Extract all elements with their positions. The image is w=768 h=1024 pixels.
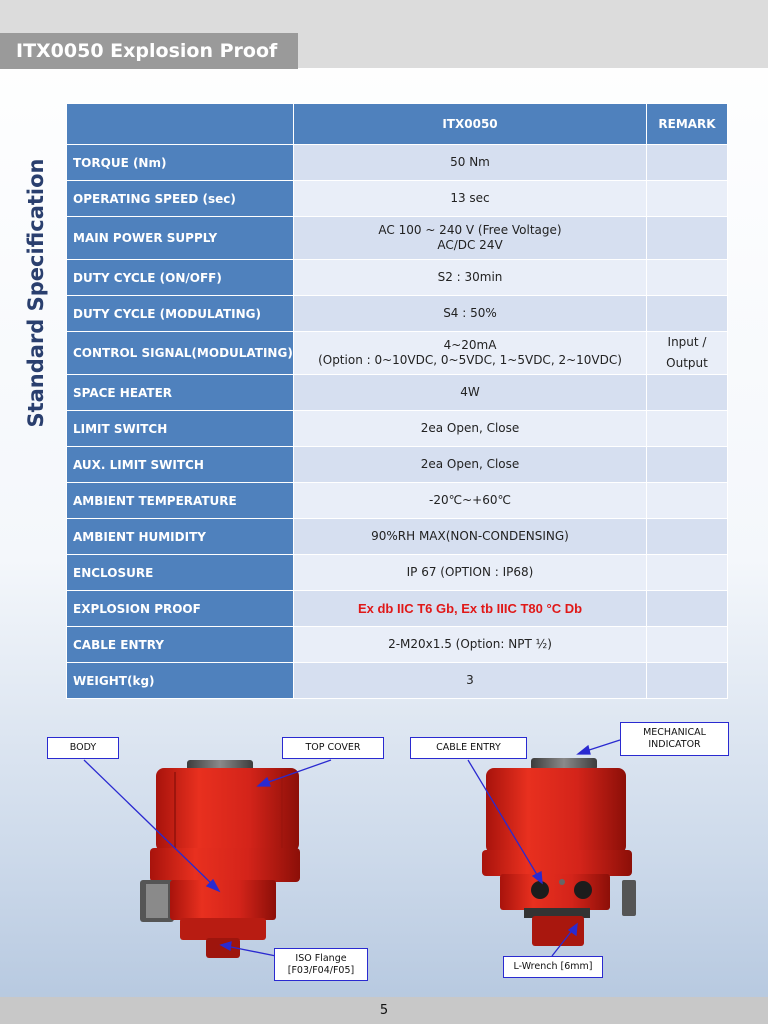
callout-l-wrench: L-Wrench [6mm] xyxy=(503,956,603,978)
row-label: ENCLOSURE xyxy=(67,555,294,591)
callout-mechanical-line-1: MECHANICAL xyxy=(643,727,706,738)
callout-cable-entry: CABLE ENTRY xyxy=(410,737,527,759)
row-value-line: 3 xyxy=(466,673,474,687)
row-label: CABLE ENTRY xyxy=(67,627,294,663)
row-remark-line: Output xyxy=(666,356,708,370)
callout-iso-flange xyxy=(274,948,368,981)
row-value-line: IP 67 (OPTION : IP68) xyxy=(406,565,534,579)
header-model: ITX0050 xyxy=(294,104,647,145)
row-value-line: 2ea Open, Close xyxy=(420,421,520,435)
side-title: Standard Specification xyxy=(24,158,48,428)
row-value-line: 50 Nm xyxy=(450,155,490,169)
row-label: DUTY CYCLE (MODULATING) xyxy=(67,296,294,332)
row-label: TORQUE (Nm) xyxy=(67,145,294,181)
row-label: MAIN POWER SUPPLY xyxy=(67,217,294,260)
header-remark: REMARK xyxy=(647,104,728,145)
row-value-line: S2 : 30min xyxy=(437,270,503,284)
row-label: AMBIENT TEMPERATURE xyxy=(67,483,294,519)
row-label: LIMIT SWITCH xyxy=(67,411,294,447)
row-remark-line: Input / xyxy=(667,335,707,349)
actuator-front-view xyxy=(140,760,300,958)
row-label: DUTY CYCLE (ON/OFF) xyxy=(67,260,294,296)
row-value-line: AC/DC 24V xyxy=(437,238,503,252)
row-value-line: S4 : 50% xyxy=(443,306,497,320)
row-label: WEIGHT(kg) xyxy=(67,663,294,699)
callout-mechanical-line-2: INDICATOR xyxy=(648,739,701,750)
row-label: AMBIENT HUMIDITY xyxy=(67,519,294,555)
row-label: SPACE HEATER xyxy=(67,375,294,411)
row-value-line: 2ea Open, Close xyxy=(420,457,520,471)
row-label: OPERATING SPEED (sec) xyxy=(67,181,294,217)
row-label: EXPLOSION PROOF xyxy=(67,591,294,627)
row-value-line: 4W xyxy=(460,385,480,399)
actuator-side-view xyxy=(482,758,636,946)
row-value-line: -20℃~+60℃ xyxy=(429,493,511,507)
callout-body: BODY xyxy=(47,737,119,759)
row-value-line: 4~20mA xyxy=(443,338,497,352)
callout-top-cover: TOP COVER xyxy=(282,737,384,759)
row-value-line: 13 sec xyxy=(450,191,490,205)
row-value-line: AC 100 ~ 240 V (Free Voltage) xyxy=(378,223,562,237)
callout-iso-line-2: [F03/F04/F05] xyxy=(287,965,355,976)
row-value-line: Ex db IIC T6 Gb, Ex tb IIIC T80 °C Db xyxy=(357,601,583,616)
page-number: 5 xyxy=(379,1003,389,1018)
callout-iso-line-1: ISO Flange xyxy=(295,953,347,964)
row-value-line: 90%RH MAX(NON-CONDENSING) xyxy=(371,529,569,543)
page-title: ITX0050 Explosion Proof xyxy=(0,33,298,69)
row-value-line: (Option : 0~10VDC, 0~5VDC, 1~5VDC, 2~10VDC) xyxy=(318,353,622,367)
row-label: AUX. LIMIT SWITCH xyxy=(67,447,294,483)
row-value-line: 2-M20x1.5 (Option: NPT ½) xyxy=(388,637,552,651)
callout-mechanical-indicator xyxy=(620,722,729,756)
row-label: CONTROL SIGNAL(MODULATING) xyxy=(67,332,294,375)
